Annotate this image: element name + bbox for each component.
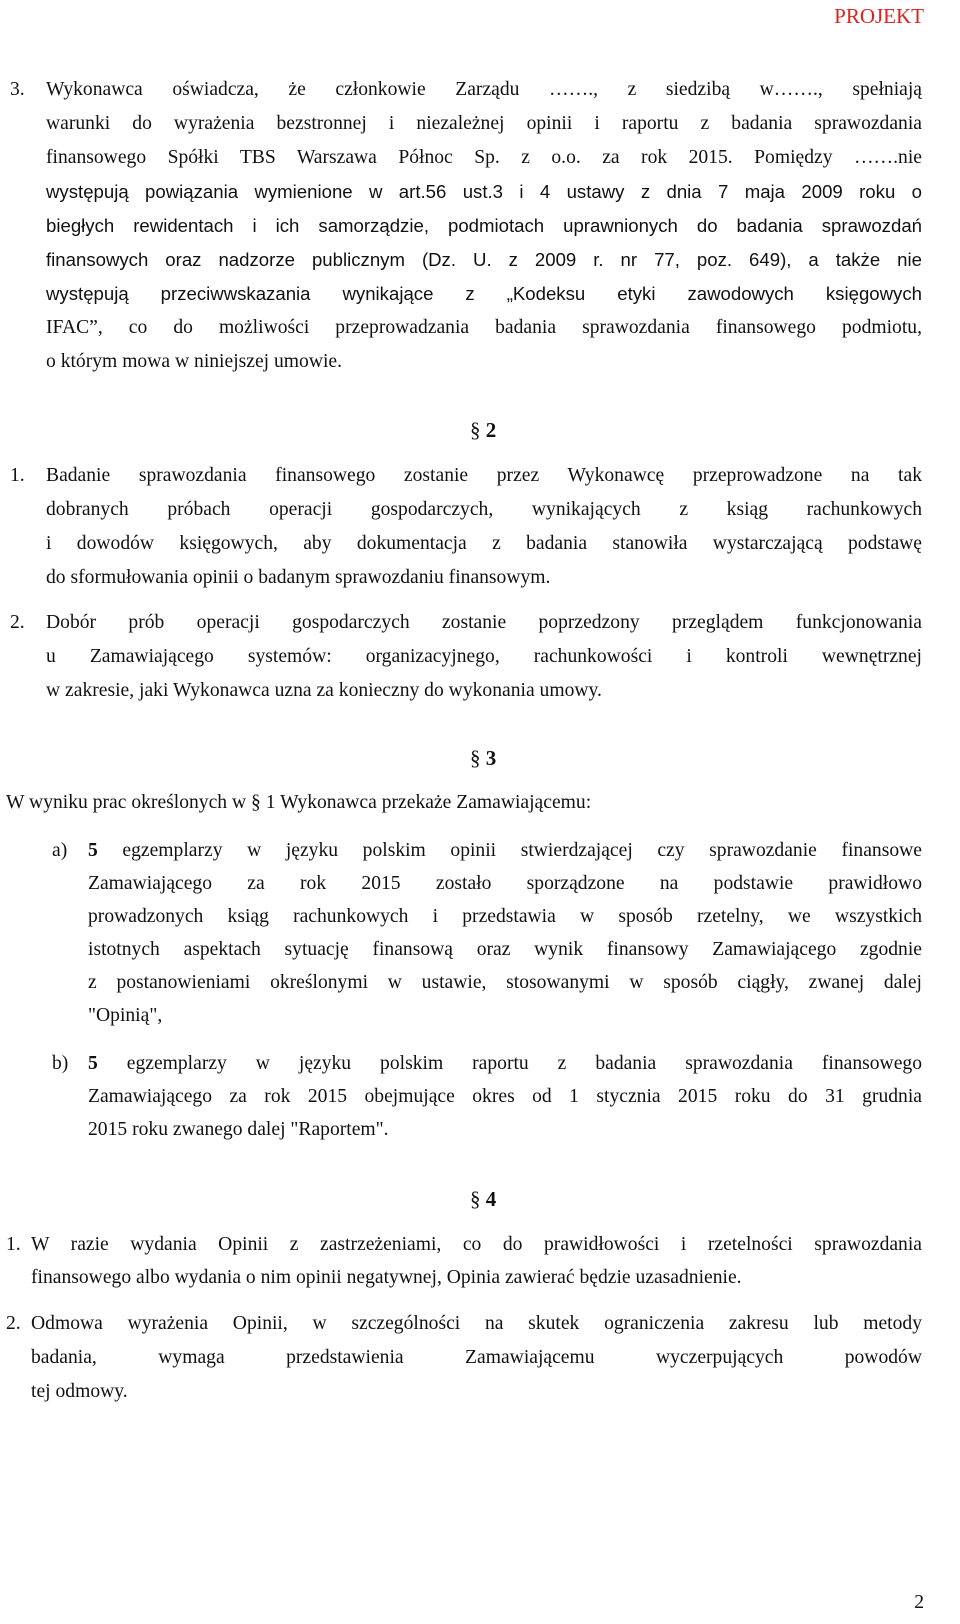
sec3-item-a-line-1: [88, 840, 922, 862]
item-3-line-6: finansowych oraz nadzorze publicznym (Dz. U. z 2009 r. nr 77, poz. 649), a także nie: [46, 249, 922, 270]
sec3-item-b-line-2: Zamawiającego za rok 2015 obejmujące okres od 1 stycznia 2015 roku do 31 grudnia: [88, 1086, 922, 1107]
item-3-line-5: biegłych rewidentach i ich samorządzie, podmiotach uprawnionych do badania sprawozdań: [46, 215, 922, 236]
sec2-p1-line-1: Badanie sprawozdania finansowego zostanie przez Wykonawcę przeprowadzone na tak: [46, 465, 922, 486]
item-3-line-2: warunki do wyrażenia bezstronnej i niezależnej opinii i raportu z badania sprawozdania: [46, 113, 922, 134]
sec2-p1-number: 1.: [10, 465, 25, 486]
sec3-item-b-line-1: [88, 1053, 922, 1075]
sec4-p1-line-2: finansowego albo wydania o nim opinii negatywnej, Opinia zawierać będzie uzasadnienie.: [31, 1267, 742, 1288]
sec4-p1-line-1: W razie wydania Opinii z zastrzeżeniami, co do prawidłowości i rzetelności sprawozdania: [31, 1234, 922, 1255]
sec3-item-a-line-3: prowadzonych ksiąg rachunkowych i przedstawia w sposób rzetelny, we wszystkich: [88, 906, 922, 927]
sec4-p2-line-1: Odmowa wyrażenia Opinii, w szczególności na skutek ograniczenia zakresu lub metody: [31, 1313, 922, 1334]
sec3-item-b-line-3: 2015 roku zwanego dalej "Raportem".: [88, 1119, 389, 1140]
item-b-text: egzemplarzy w języku polskim raportu z badania sprawozdania finansowego: [126, 1053, 922, 1074]
item-3-line-1: Wykonawca oświadcza, że członkowie Zarządu ……., z siedzibą w……., spełniają: [46, 79, 922, 100]
sec2-p2-line-1: Dobór prób operacji gospodarczych zostanie poprzedzony przeglądem funkcjonowania: [46, 612, 922, 633]
section-symbol: §: [470, 746, 481, 770]
item-a-text: egzemplarzy w języku polskim opinii stwierdzającej czy sprawozdanie finansowe: [122, 840, 922, 861]
item-3-number: 3.: [10, 79, 25, 100]
section-number: 4: [485, 1187, 497, 1211]
page-number: 2: [914, 1592, 924, 1613]
sec2-p1-line-4: do sformułowania opinii o badanym sprawozdaniu finansowym.: [46, 567, 551, 588]
item-3-line-4: występują powiązania wymienione w art.56 ust.3 i 4 ustawy z dnia 7 maja 2009 roku o: [46, 181, 922, 202]
sec3-item-a-line-5: z postanowieniami określonymi w ustawie, stosowanymi w sposób ciągły, zwanej dalej: [88, 972, 922, 993]
sec2-p1-line-3: i dowodów księgowych, aby dokumentacja z badania stanowiła wystarczającą podstawę: [46, 533, 922, 554]
sec4-p1-number: 1.: [6, 1234, 21, 1255]
sec4-p2-number: 2.: [6, 1313, 21, 1334]
sec2-p2-number: 2.: [10, 612, 25, 633]
draft-label: PROJEKT: [834, 4, 924, 28]
section-2-heading: [470, 418, 530, 443]
section-symbol: §: [470, 1187, 481, 1211]
item-3-line-8: IFAC”, co do możliwości przeprowadzania badania sprawozdania finansowego podmiotu,: [46, 317, 922, 338]
item-3-line-3: finansowego Spółki TBS Warszawa Północ Sp. z o.o. za rok 2015. Pomiędzy …….nie: [46, 147, 922, 168]
sec3-item-a-line-4: istotnych aspektach sytuację finansową oraz wynik finansowy Zamawiającego zgodnie: [88, 939, 922, 960]
sec3-intro: W wyniku prac określonych w § 1 Wykonawca przekaże Zamawiającemu:: [6, 792, 592, 813]
copy-count: 5: [88, 840, 98, 861]
sec3-item-a-label: a): [52, 840, 68, 861]
section-number: 3: [485, 746, 497, 770]
section-4-heading: [470, 1187, 530, 1212]
copy-count: 5: [88, 1053, 98, 1074]
sec4-p2-line-2: badania, wymaga przedstawienia Zamawiającemu wyczerpujących powodów: [31, 1347, 922, 1368]
sec2-p1-line-2: dobranych próbach operacji gospodarczych, wynikających z ksiąg rachunkowych: [46, 499, 922, 520]
sec3-item-a-line-2: Zamawiającego za rok 2015 zostało sporządzone na podstawie prawidłowo: [88, 873, 922, 894]
item-3-line-9: o którym mowa w niniejszej umowie.: [46, 351, 343, 372]
sec3-item-a-line-6: "Opinią",: [88, 1005, 163, 1026]
item-3-line-7: występują przeciwwskazania wynikające z „Kodeksu etyki zawodowych księgowych: [46, 283, 922, 304]
sec3-item-b-label: b): [52, 1053, 69, 1074]
section-number: 2: [485, 418, 497, 442]
section-symbol: §: [470, 418, 481, 442]
sec2-p2-line-2: u Zamawiającego systemów: organizacyjnego, rachunkowości i kontroli wewnętrznej: [46, 646, 922, 667]
sec4-p2-line-3: tej odmowy.: [31, 1381, 128, 1402]
section-3-heading: [470, 746, 530, 771]
sec2-p2-line-3: w zakresie, jaki Wykonawca uzna za konieczny do wykonania umowy.: [46, 680, 602, 701]
